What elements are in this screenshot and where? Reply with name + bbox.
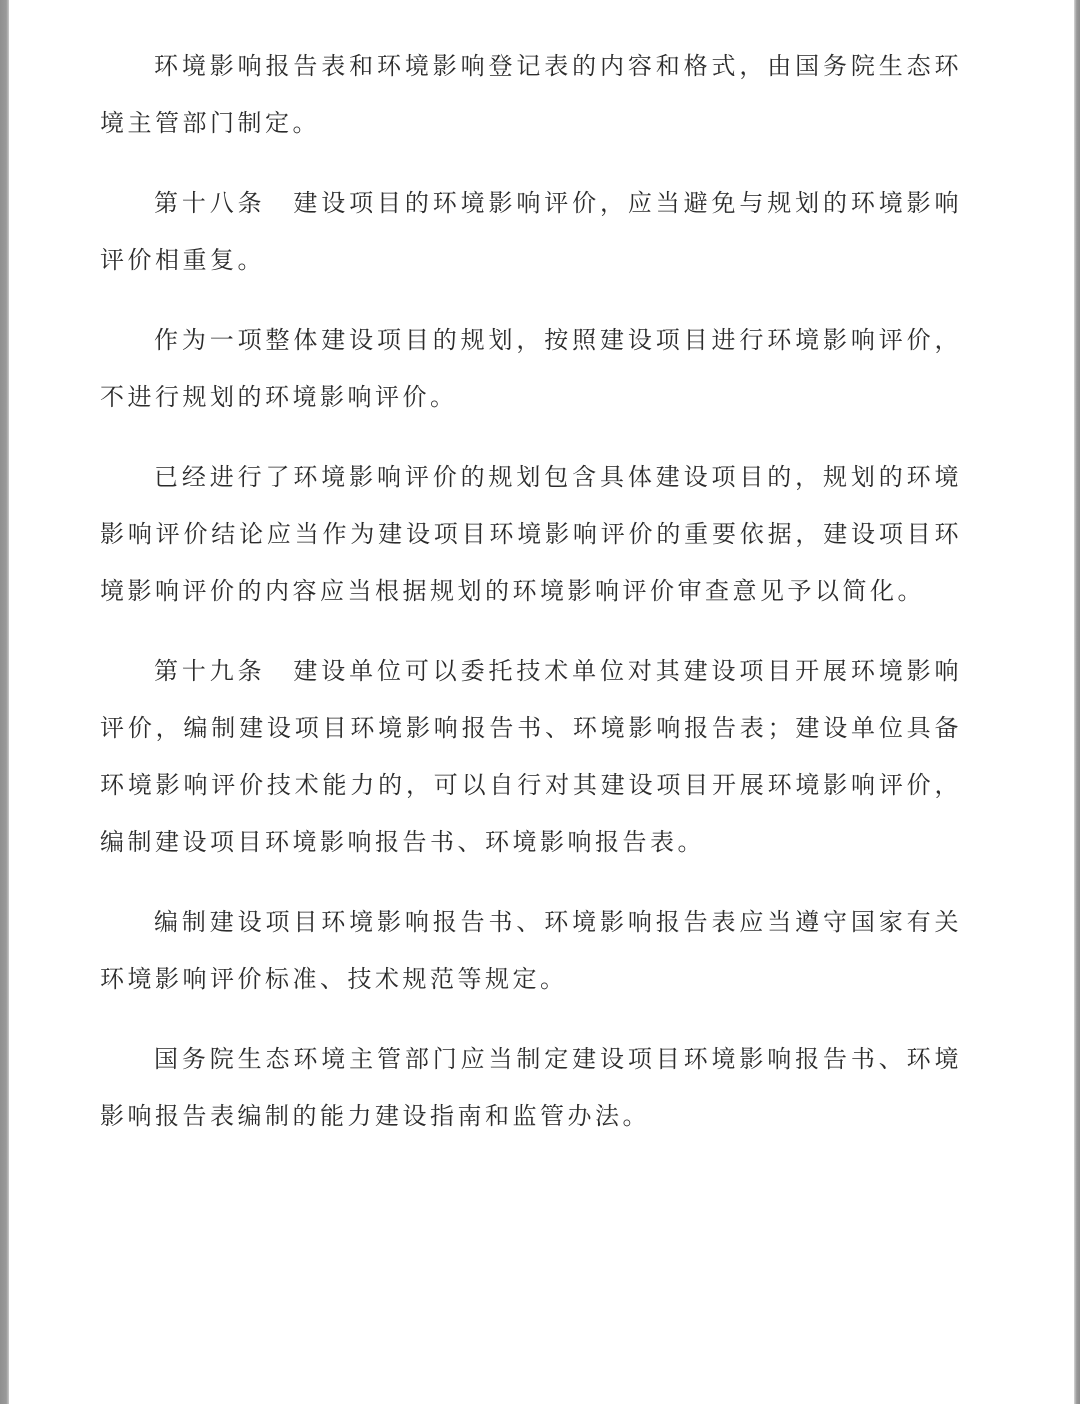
paragraph-article-18-clause-2: 作为一项整体建设项目的规划，按照建设项目进行环境影响评价，不进行规划的环境影响评价。: [100, 328, 962, 411]
paragraph-article-18: 第十八条 建设项目的环境影响评价，应当避免与规划的环境影响评价相重复。: [100, 191, 962, 274]
paragraph-article-18-clause-3: 已经进行了环境影响评价的规划包含具体建设项目的，规划的环境影响评价结论应当作为建设项目环境影响评价的重要依据，建设项目环境影响评价的内容应当根据规划的环境影响评价审查意见予以简化。: [100, 465, 962, 605]
paragraph-article-19-clause-2: 编制建设项目环境影响报告书、环境影响报告表应当遵守国家有关环境影响评价标准、技术规范等规定。: [100, 910, 962, 993]
paragraph-article-19: 第十九条 建设单位可以委托技术单位对其建设项目开展环境影响评价，编制建设项目环境影响报告书、环境影响报告表；建设单位具备环境影响评价技术能力的，可以自行对其建设项目开展环境影响评价，编制建设项目环境影响报告书、环境影响报告表。: [100, 659, 962, 856]
paragraph-report-form-format: 环境影响报告表和环境影响登记表的内容和格式，由国务院生态环境主管部门制定。: [100, 54, 962, 137]
paragraph-article-19-clause-3: 国务院生态环境主管部门应当制定建设项目环境影响报告书、环境影响报告表编制的能力建设指南和监管办法。: [100, 1047, 962, 1130]
